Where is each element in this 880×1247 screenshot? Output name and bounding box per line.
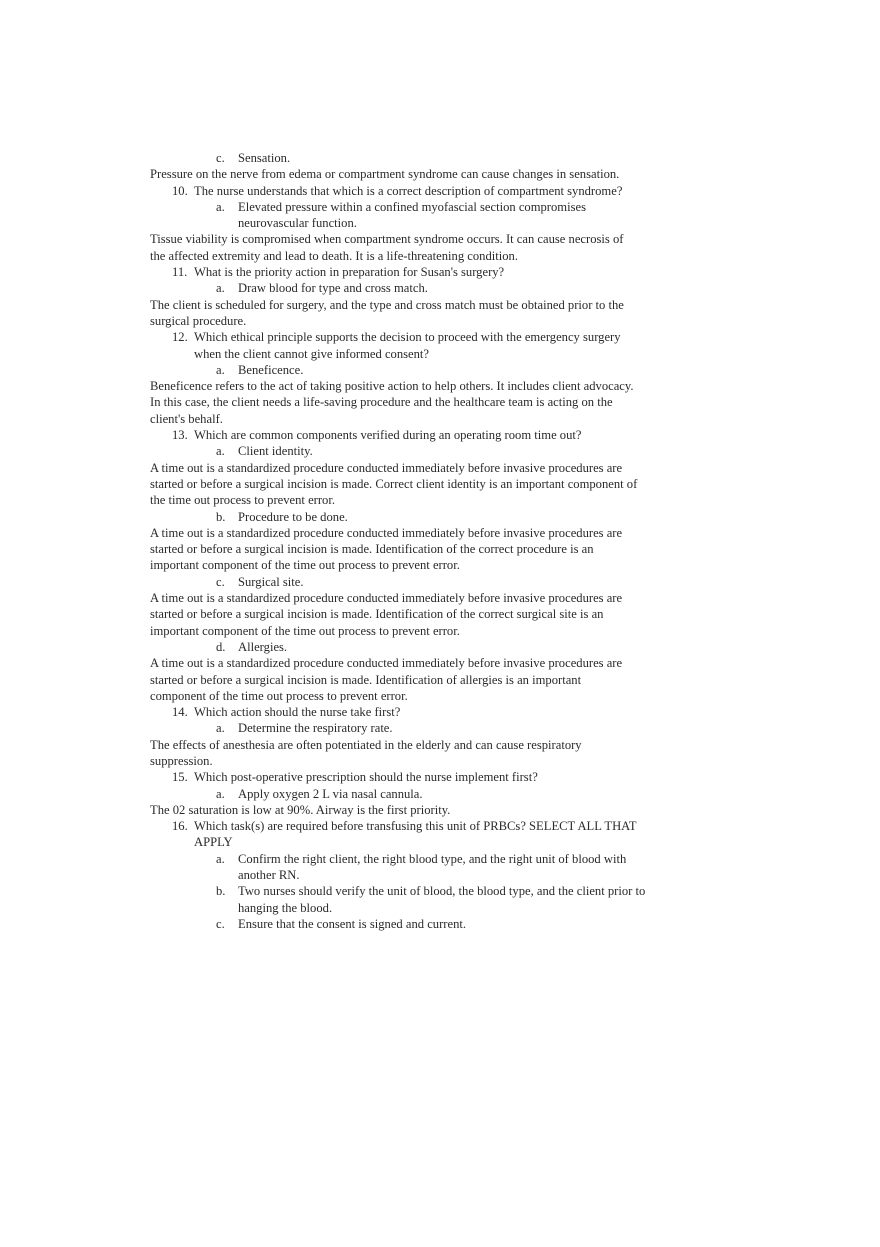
answer-option — [150, 509, 690, 525]
question-number: 16. — [172, 819, 188, 834]
text-line: started or before a surgical incision is made. Correct client identity is an important component of — [150, 476, 638, 491]
text-line: started or before a surgical incision is made. Identification of the correct surgical site is an — [150, 607, 604, 622]
text-line: Which action should the nurse take first? — [194, 705, 401, 720]
option-letter: a. — [216, 199, 225, 214]
answer-option — [150, 280, 690, 296]
text-line: Draw blood for type and cross match. — [238, 281, 428, 296]
text-line: Procedure to be done. — [238, 509, 348, 524]
question-item — [150, 183, 690, 199]
answer-option — [150, 883, 690, 916]
text-line: the time out process to prevent error. — [150, 493, 336, 508]
text-line: neurovascular function. — [238, 216, 357, 231]
text-line: started or before a surgical incision is made. Identification of the correct procedure is an — [150, 542, 594, 557]
text-line: started or before a surgical incision is made. Identification of allergies is an important — [150, 672, 582, 687]
text-line: Elevated pressure within a confined myofascial section compromises — [238, 199, 586, 214]
text-line: Which task(s) are required before transfusing this unit of PRBCs? SELECT ALL THAT — [194, 819, 637, 834]
answer-option — [150, 720, 690, 736]
text-line: Confirm the right client, the right blood type, and the right unit of blood with — [238, 851, 627, 866]
question-number: 14. — [172, 705, 188, 720]
text-line: Which ethical principle supports the decision to proceed with the emergency surgery — [194, 330, 621, 345]
option-letter: a. — [216, 362, 225, 377]
text-line: The 02 saturation is low at 90%. Airway is the first priority. — [150, 802, 451, 817]
option-letter: c. — [216, 574, 225, 589]
rationale-text — [150, 378, 690, 427]
option-letter: c. — [216, 916, 225, 931]
rationale-text — [150, 297, 690, 330]
option-letter: c. — [216, 151, 225, 165]
question-number: 12. — [172, 330, 188, 345]
answer-option — [150, 150, 690, 166]
text-line: A time out is a standardized procedure conducted immediately before invasive procedures are — [150, 591, 623, 606]
text-line: Client identity. — [238, 444, 313, 459]
rationale-text — [150, 590, 690, 639]
question-item — [150, 704, 690, 720]
question-number: 11. — [172, 265, 188, 280]
option-letter: a. — [216, 281, 225, 296]
text-line: Which are common components verified during an operating room time out? — [194, 428, 582, 443]
text-line: Beneficence. — [238, 362, 304, 377]
text-line: What is the priority action in preparation for Susan's surgery? — [194, 265, 505, 280]
text-line: hanging the blood. — [238, 900, 333, 915]
text-line: client's behalf. — [150, 411, 223, 426]
text-line: when the client cannot give informed consent? — [194, 346, 430, 361]
document-content — [150, 150, 690, 932]
text-line: Sensation. — [238, 151, 291, 165]
text-line: The effects of anesthesia are often potentiated in the elderly and can cause respiratory — [150, 737, 582, 752]
text-line: Allergies. — [238, 639, 288, 654]
text-line: A time out is a standardized procedure conducted immediately before invasive procedures are — [150, 460, 623, 475]
text-line: The nurse understands that which is a correct description of compartment syndrome? — [194, 183, 623, 198]
text-line: A time out is a standardized procedure conducted immediately before invasive procedures are — [150, 656, 623, 671]
question-item — [150, 329, 690, 362]
answer-option — [150, 786, 690, 802]
text-line: In this case, the client needs a life-saving procedure and the healthcare team is acting on the — [150, 395, 613, 410]
question-item — [150, 427, 690, 443]
option-letter: a. — [216, 786, 225, 801]
option-letter: b. — [216, 509, 226, 524]
option-letter: a. — [216, 721, 225, 736]
text-line: Which post-operative prescription should the nurse implement first? — [194, 770, 538, 785]
text-line: the affected extremity and lead to death. It is a life-threatening condition. — [150, 248, 518, 263]
question-number: 15. — [172, 770, 188, 785]
rationale-text — [150, 231, 690, 264]
text-line: component of the time out process to prevent error. — [150, 688, 408, 703]
option-letter: d. — [216, 639, 226, 654]
text-line: Surgical site. — [238, 574, 304, 589]
option-letter: b. — [216, 884, 226, 899]
text-line: Ensure that the consent is signed and current. — [238, 916, 467, 931]
text-line: surgical procedure. — [150, 313, 247, 328]
text-line: Apply oxygen 2 L via nasal cannula. — [238, 786, 423, 801]
text-line: APPLY — [194, 835, 233, 850]
question-number: 13. — [172, 428, 188, 443]
answer-option — [150, 199, 690, 232]
text-line: Tissue viability is compromised when compartment syndrome occurs. It can cause necrosis of — [150, 232, 624, 247]
question-item — [150, 818, 690, 851]
option-letter: a. — [216, 444, 225, 459]
answer-option — [150, 639, 690, 655]
rationale-text — [150, 166, 690, 182]
text-line: Beneficence refers to the act of taking positive action to help others. It includes client advocacy. — [150, 379, 634, 394]
option-letter: a. — [216, 851, 225, 866]
answer-option — [150, 916, 690, 932]
answer-option — [150, 851, 690, 884]
text-line: another RN. — [238, 868, 300, 883]
text-line: A time out is a standardized procedure conducted immediately before invasive procedures are — [150, 525, 623, 540]
text-line: Pressure on the nerve from edema or compartment syndrome can cause changes in sensation. — [150, 167, 620, 182]
question-item — [150, 769, 690, 785]
answer-option — [150, 362, 690, 378]
answer-option — [150, 443, 690, 459]
text-line: important component of the time out process to prevent error. — [150, 558, 460, 573]
rationale-text — [150, 460, 690, 509]
rationale-text — [150, 802, 690, 818]
rationale-text — [150, 655, 690, 704]
question-number: 10. — [172, 183, 188, 198]
text-line: Determine the respiratory rate. — [238, 721, 393, 736]
rationale-text — [150, 737, 690, 770]
text-line: suppression. — [150, 753, 213, 768]
answer-option — [150, 574, 690, 590]
text-line: The client is scheduled for surgery, and the type and cross match must be obtained prior to the — [150, 297, 624, 312]
text-line: important component of the time out process to prevent error. — [150, 623, 460, 638]
rationale-text — [150, 525, 690, 574]
text-line: Two nurses should verify the unit of blood, the blood type, and the client prior to — [238, 884, 646, 899]
question-item — [150, 264, 690, 280]
